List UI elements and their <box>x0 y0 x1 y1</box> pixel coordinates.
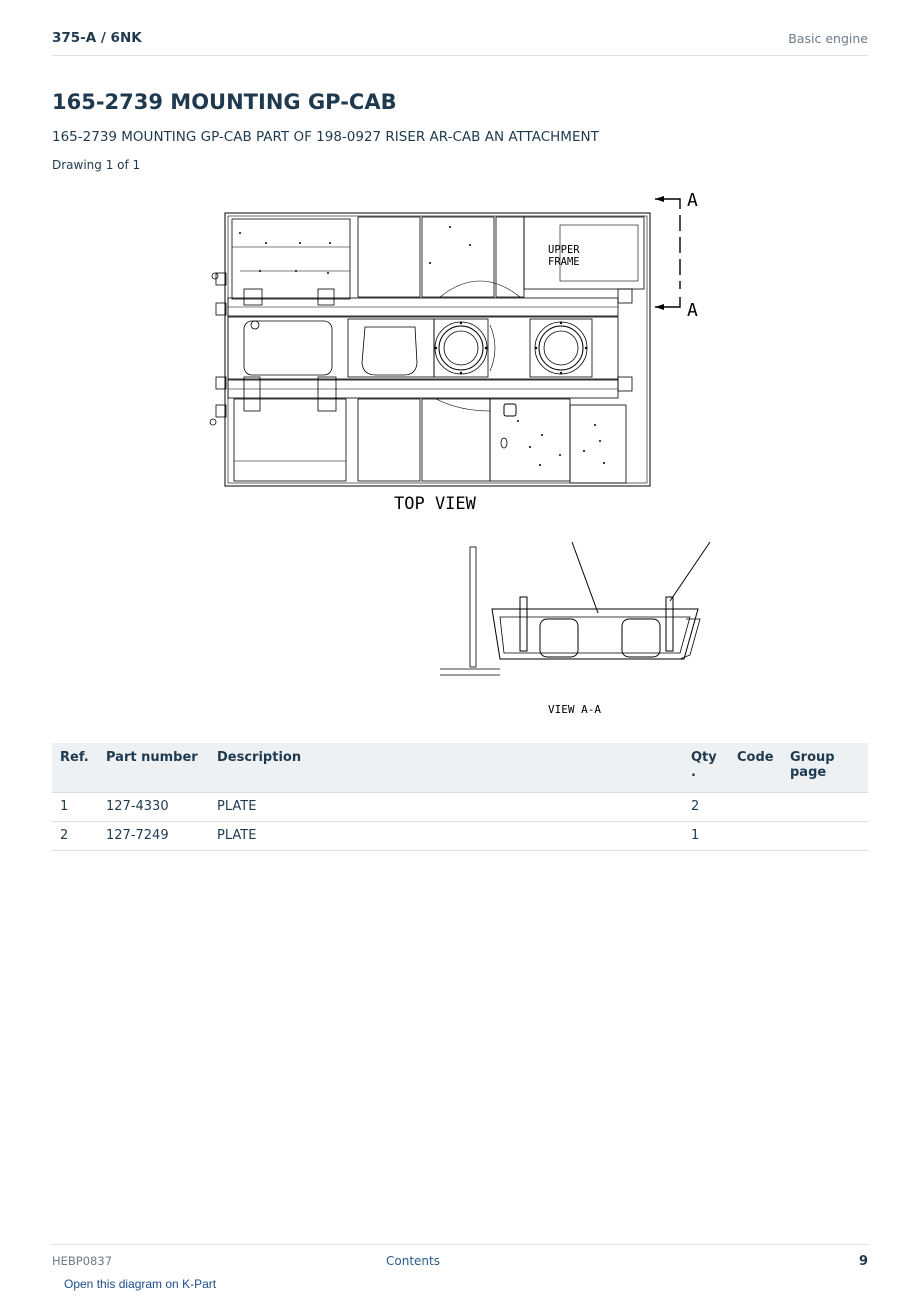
cell-group-page <box>782 792 868 821</box>
cell-group-page <box>782 821 868 850</box>
view-aa-label: VIEW A-A <box>548 703 601 716</box>
header-code: Code <box>729 743 782 792</box>
page-header <box>52 28 868 56</box>
page-footer <box>52 1244 868 1274</box>
cell-code <box>729 792 782 821</box>
header-group-page: Group page <box>782 743 868 792</box>
header-description: Description <box>209 743 683 792</box>
cell-description: PLATE <box>209 792 683 821</box>
upper-frame-label-line2: FRAME <box>548 256 580 268</box>
page-number: 9 <box>858 1254 868 1269</box>
header-qty: Qty . <box>683 743 729 792</box>
drawing-count: Drawing 1 of 1 <box>52 158 141 172</box>
cell-description: PLATE <box>209 821 683 850</box>
parts-table <box>52 743 868 851</box>
cell-ref: 1 <box>52 792 98 821</box>
header-ref: Ref. <box>52 743 98 792</box>
cell-qty: 2 <box>683 792 729 821</box>
section-marker-bottom: A <box>687 300 698 321</box>
table-header-row <box>52 743 868 792</box>
cell-part-number: 127-7249 <box>98 821 209 850</box>
page-subtitle: 165-2739 MOUNTING GP-CAB PART OF 198-0927 RISER AR-CAB AN ATTACHMENT <box>52 129 599 145</box>
cell-qty: 1 <box>683 821 729 850</box>
model-label: 375-A / 6NK <box>52 30 142 46</box>
parts-diagram <box>200 185 740 725</box>
cell-ref: 2 <box>52 821 98 850</box>
contents-link[interactable]: Contents <box>386 1254 440 1268</box>
page-title: 165-2739 MOUNTING GP-CAB <box>52 90 397 114</box>
open-in-kpart-link[interactable]: Open this diagram on K-Part <box>64 1277 217 1291</box>
document-id: HEBP0837 <box>52 1254 113 1268</box>
section-marker-top: A <box>687 190 698 211</box>
header-part-number: Part number <box>98 743 209 792</box>
section-label: Basic engine <box>788 31 868 46</box>
table-row <box>52 792 868 821</box>
top-view-label: TOP VIEW <box>394 494 476 514</box>
table-row <box>52 821 868 850</box>
upper-frame-label-line1: UPPER <box>548 244 580 256</box>
cell-part-number: 127-4330 <box>98 792 209 821</box>
frame-outline <box>225 213 650 486</box>
cell-code <box>729 821 782 850</box>
